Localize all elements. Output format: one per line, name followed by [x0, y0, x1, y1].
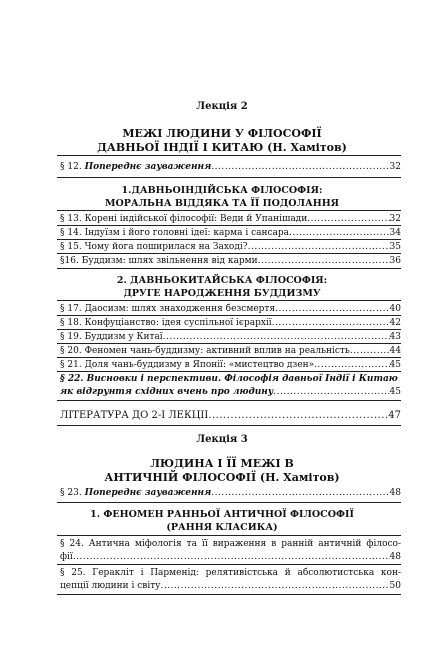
- lecture-3-section-1-heading-line2: (РАННЯ КЛАСИКА): [166, 522, 278, 533]
- divider: [57, 502, 401, 503]
- entry-page: 47: [388, 410, 401, 421]
- divider: [57, 425, 401, 426]
- toc-entry-25-line2[interactable]: [60, 580, 401, 592]
- divider: [57, 253, 401, 254]
- divider: [57, 594, 401, 595]
- entry-title: Попереднє зауваження: [84, 162, 212, 172]
- toc-entry-20[interactable]: § 20. Феномен чань-буддизму: активний вплив на реальність ..... 44: [60, 345, 401, 357]
- divider: [57, 300, 401, 301]
- divider: [57, 225, 401, 226]
- toc-entry-24-line2[interactable]: [60, 551, 401, 563]
- lecture-3-title-line1: ЛЮДИНА І ЇЇ МЕЖІ В: [150, 457, 294, 470]
- entry-page: 32: [389, 162, 401, 172]
- entry-title: як відгрунтя східних вчень про людину: [60, 387, 274, 397]
- entry-page: 32: [389, 214, 401, 224]
- entry-title: Корені індійської філософії: Веди й Упанішади: [84, 214, 308, 224]
- section-2-heading-line1: 2. ДАВНЬОКИТАЙСЬКА ФІЛОСОФІЯ:: [116, 275, 328, 286]
- divider: [57, 535, 401, 536]
- entry-page: 43: [389, 332, 401, 342]
- toc-entry-22-line2[interactable]: [60, 386, 401, 398]
- divider: [57, 343, 401, 344]
- lecture-3-title-line2: АНТИЧНІЙ ФІЛОСОФІЇ (Н. Хамітов): [104, 471, 340, 484]
- entry-title: Конфуціанство: ідея суспільної ієрархії: [84, 318, 272, 328]
- toc-entry-25-line1[interactable]: § 25. Геракліт і Парменід: релятивістська й абсолютистська кон-: [60, 568, 401, 578]
- divider: [57, 357, 401, 358]
- divider: [57, 155, 401, 156]
- entry-title: Доля чань-буддизму в Японії: «мистецтво дзен»: [84, 360, 315, 370]
- entry-page: 42: [389, 318, 401, 328]
- lecture-3-label: Лекція 3: [196, 434, 248, 445]
- divider: [57, 564, 401, 565]
- entry-title: Буддизм: шлях звільнення від карми: [81, 256, 258, 266]
- toc-entry-15[interactable]: § 15. Чому йога поширилася на Заході? ..... 35: [60, 241, 401, 253]
- entry-page: 45: [389, 360, 401, 370]
- toc-entry-16[interactable]: §16. Буддизм: шлях звільнення від карми ..... 36: [60, 255, 401, 267]
- toc-entry-24-line1[interactable]: § 24. Антична міфологія та її вираження в ранній античній філосо-: [60, 539, 401, 549]
- entry-title: фії: [60, 552, 73, 562]
- divider: [57, 268, 401, 269]
- toc-entry-13[interactable]: § 13. Корені індійської філософії: Веди й Упанішади ..... 32: [60, 213, 401, 225]
- toc-entry-literature[interactable]: [60, 410, 401, 422]
- entry-page: 34: [389, 228, 401, 238]
- toc-entry-19[interactable]: § 19. Буддизм у Китаї ..... 43: [60, 331, 401, 343]
- lecture-2-title-line2: ДАВНЬОЇ ІНДІЇ І КИТАЮ (Н. Хамітов): [97, 141, 347, 154]
- entry-title: Даосизм: шлях знаходження безсмертя: [84, 304, 276, 314]
- dot-leader: [211, 161, 389, 173]
- divider: [57, 315, 401, 316]
- toc-entry-23[interactable]: § 23. Попереднє зауваження ..... 48: [60, 487, 401, 499]
- entry-page: 45: [389, 387, 401, 397]
- entry-page: 44: [389, 346, 401, 356]
- entry-page: 35: [389, 242, 401, 252]
- divider: [57, 177, 401, 178]
- divider: [57, 210, 401, 211]
- entry-title: Індуїзм і його головні ідеї: карма і сансара: [84, 228, 290, 238]
- entry-title: Чому йога поширилася на Заході?: [84, 242, 248, 252]
- lecture-2-title-line1: МЕЖІ ЛЮДИНИ У ФІЛОСОФІЇ: [122, 127, 322, 140]
- lecture-2-label: Лекція 2: [196, 101, 248, 112]
- entry-title: цепції людини і світу: [60, 581, 161, 591]
- toc-entry-17[interactable]: § 17. Даосизм: шлях знаходження безсмертя ..... 40: [60, 303, 401, 315]
- entry-title: Буддизм у Китаї: [84, 332, 163, 342]
- toc-entry-21[interactable]: § 21. Доля чань-буддизму в Японії: «мистецтво дзен» ..... 45: [60, 359, 401, 371]
- entry-page: 48: [389, 488, 401, 498]
- toc-entry-14[interactable]: § 14. Індуїзм і його головні ідеї: карма і сансара ..... 34: [60, 227, 401, 239]
- section-2-heading-line2: ДРУГЕ НАРОДЖЕННЯ БУДДИЗМУ: [123, 288, 321, 299]
- section-1-heading-line2: МОРАЛЬНА ВІДДЯКА ТА ЇЇ ПОДОЛАННЯ: [104, 198, 340, 209]
- entry-page: 48: [389, 552, 401, 562]
- divider: [57, 329, 401, 330]
- toc-entry-22-line1[interactable]: § 22. Висновки і перспективи. Філософія давньої Індії і Китаю: [60, 374, 398, 384]
- entry-title: Феномен чань-буддизму: активний вплив на реальність: [84, 346, 350, 356]
- entry-page: 36: [389, 256, 401, 266]
- entry-number: § 12.: [60, 162, 82, 172]
- entry-title: Попереднє зауваження: [84, 488, 212, 498]
- divider: [57, 371, 401, 372]
- entry-title: ЛІТЕРАТУРА ДО 2-Ї ЛЕКЦІЇ: [60, 410, 209, 421]
- section-1-heading-line1: 1.ДАВНЬОІНДІЙСЬКА ФІЛОСОФІЯ:: [121, 185, 323, 196]
- entry-page: 40: [389, 304, 401, 314]
- toc-entry-12[interactable]: [60, 161, 401, 173]
- toc-entry-18[interactable]: § 18. Конфуціанство: ідея суспільної ієрархії ..... 42: [60, 317, 401, 329]
- entry-page: 50: [389, 581, 401, 591]
- lecture-3-section-1-heading-line1: 1. ФЕНОМЕН РАННЬОЇ АНТИЧНОЇ ФІЛОСОФІЇ: [90, 509, 354, 520]
- divider: [57, 400, 401, 401]
- divider: [57, 239, 401, 240]
